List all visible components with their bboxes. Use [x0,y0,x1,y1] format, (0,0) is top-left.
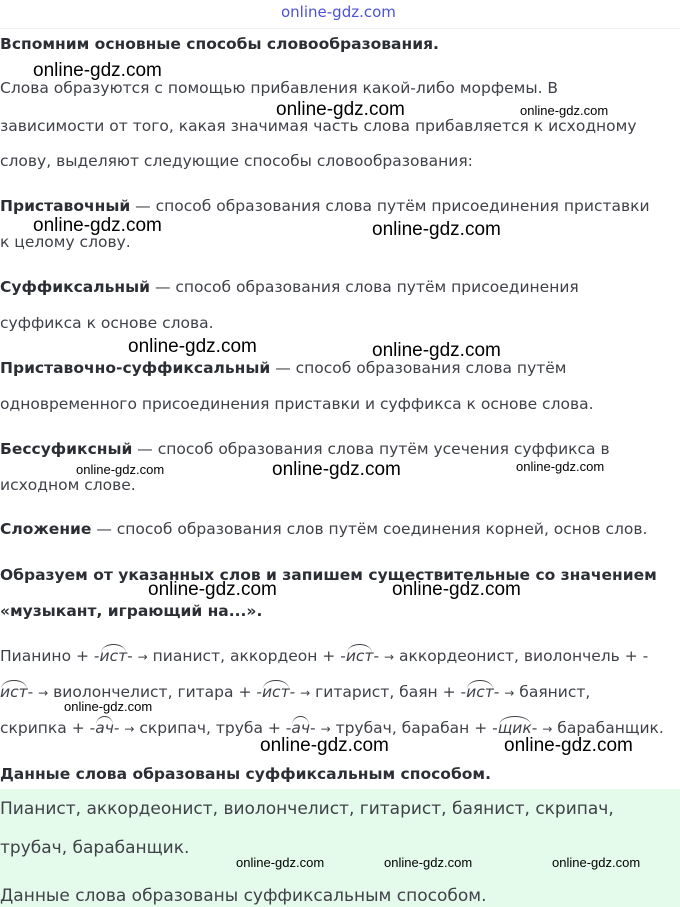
answer-line-1: Пианист, аккордеонист, виолончелист, гитарист, баянист, скрипач, [0,799,614,819]
watermark: online-gdz.com [260,735,389,756]
derivation-text: пианист, аккордеон + - [147,647,346,665]
derivation-text: - [127,647,138,665]
arrow-icon: → [320,722,331,736]
derivation-row-1 [0,647,648,665]
arrow-icon: → [383,650,395,664]
header-divider [0,28,680,29]
method-nonsuffix-line-1 [0,440,610,458]
watermark: online-gdz.com [372,340,501,361]
derivation-text: - [373,647,384,665]
derivation-text: Пианино + - [0,647,100,665]
derivation-text: скрипач, труба + - [134,719,292,737]
watermark: online-gdz.com [516,459,605,474]
derivation-text: виолончелист, гитара + - [48,683,262,701]
answer-line-2: трубач, барабанщик. [0,838,190,858]
derivation-text: - [493,683,505,701]
method-term: Приставочно-суффиксальный [0,359,271,377]
method-term: Суффиксальный [0,278,151,296]
derivation-text: аккордеонист, виолончель + - [394,647,649,665]
task-line-2: «музыкант, играющий на...». [0,602,263,620]
answer-line-3: Данные слова образованы суффиксальным способом. [0,886,487,906]
method-prefix-line-1 [0,197,650,215]
watermark: online-gdz.com [148,579,277,600]
watermark: online-gdz.com [272,459,401,480]
derivation-text: - [27,683,39,701]
method-suffix-line-2: суффикса к основе слова. [0,314,214,332]
derivation-text: - [310,719,321,737]
derivation-text: - [289,683,301,701]
suffix-mark: ист [261,683,290,701]
watermark: online-gdz.com [33,215,162,236]
derivation-text: гитарист, баян + - [310,683,467,701]
method-prefix-line-2: к целому слову. [0,233,131,251]
watermark: online-gdz.com [33,60,162,81]
method-term: Приставочный [0,197,131,215]
suffix-mark: ист [0,683,28,701]
conclusion: Данные слова образованы суффиксальным способом. [0,765,491,783]
suffix-mark: ист [99,647,128,665]
site-header-link[interactable]: online-gdz.com [281,3,396,21]
method-compound-line [0,520,647,538]
method-term: Сложение [0,520,92,538]
derivation-text: трубач, барабан + - [330,719,498,737]
watermark: online-gdz.com [392,579,521,600]
arrow-icon: → [38,686,49,700]
method-nonsuffix-line-2: исходном слове. [0,476,136,494]
arrow-icon: → [124,722,135,736]
derivation-text: - [531,719,543,737]
watermark: online-gdz.com [276,99,405,120]
derivation-text: - [113,719,125,737]
suffix-mark: ист [466,683,494,701]
arrow-icon: → [504,686,515,700]
method-suffix-line-1 [0,278,579,296]
arrow-icon: → [542,722,553,736]
method-definition: — способ образования слов путём соединения корней, основ слов. [91,520,648,538]
watermark: online-gdz.com [552,855,641,870]
method-prefix-suffix-line-2: одновременного присоединения приставки и суффикса к основе слова. [0,395,594,413]
arrow-icon: → [137,650,148,664]
method-definition: — способ образования слова путём присоединения [150,278,579,296]
method-definition: — способ образования слова путём присоединения приставки [130,197,650,215]
method-definition: — способ образования слова путём [270,359,567,377]
watermark: online-gdz.com [372,219,501,240]
derivation-text: скрипка + - [0,719,96,737]
derivation-text: барабанщик. [552,719,664,737]
watermark: online-gdz.com [520,103,609,118]
watermark: online-gdz.com [384,855,473,870]
intro-heading: Вспомним основные способы словообразования. [0,35,439,53]
method-definition: — способ образования слова путём усечения суффикса в [132,440,610,458]
suffix-mark: щик [497,719,532,737]
intro-text-3: слову, выделяют следующие способы словообразования: [0,152,473,170]
method-term: Бессуфиксный [0,440,133,458]
intro-text-1: Слова образуются с помощью прибавления какой-либо морфемы. В [0,79,559,97]
watermark: online-gdz.com [236,855,325,870]
watermark: online-gdz.com [76,462,165,477]
task-line-1: Образуем от указанных слов и запишем существительные со значением [0,566,657,584]
watermark: online-gdz.com [128,336,257,357]
suffix-mark: ач [95,719,114,737]
suffix-mark: ач [291,719,311,737]
intro-text-2: зависимости от того, какая значимая часть слова прибавляется к исходному [0,117,637,135]
arrow-icon: → [300,686,311,700]
watermark: online-gdz.com [504,735,633,756]
derivation-text: баянист, [514,683,591,701]
watermark: online-gdz.com [64,699,153,714]
suffix-mark: ист [345,647,374,665]
